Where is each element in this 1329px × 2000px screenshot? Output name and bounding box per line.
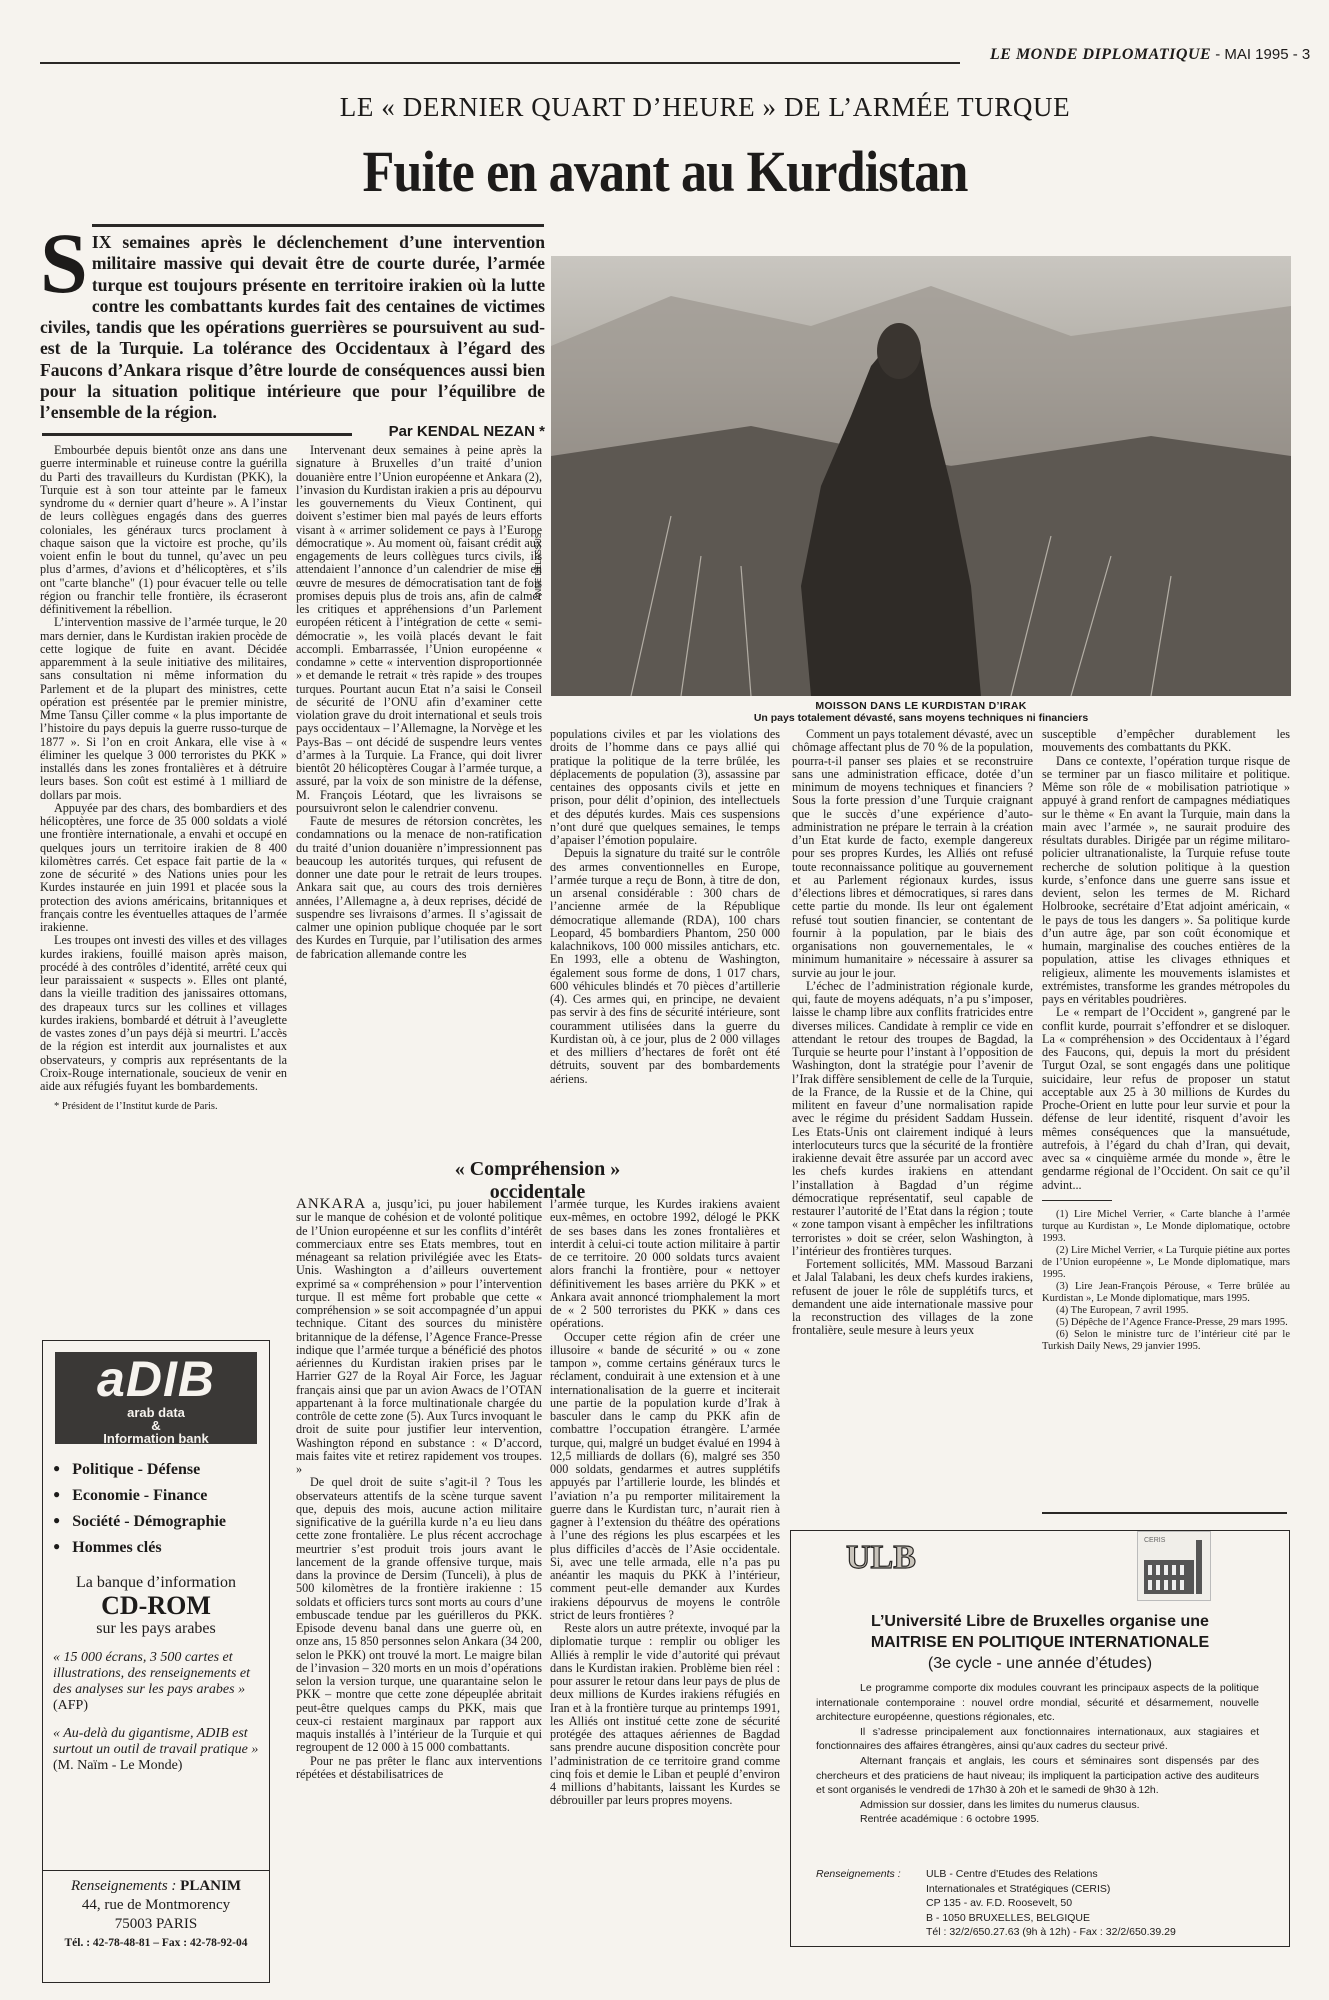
adib-topics [53, 1456, 269, 1560]
ceris-logo-text: CERIS [1144, 1537, 1166, 1544]
quote-text: « 15 000 écrans, 3 500 cartes et illustrations, des renseignements et des analyses sur les pays arabes » [53, 1650, 251, 1697]
paragraph: L’échec de l’administration régionale kurde, qui, faute de moyens adéquats, n’a pu s’imposer, laisse le champ libre aux conflits fratricides entre diverses milices. Candidate à remplir ce vide en attendant le retour des troupes de Bagdad, la Turquie se heurte pour l’instant à l’opposition de Washington, dont la stratégie pour l’avenir de l’Irak diffère sensiblement de celle de la Turquie, de la France, de la Russie et de la Chine, qui militent en faveur d’une normalisation rapide avec le régime du président Saddam Hussein. Les Etats-Unis ont clairement indiqué à leurs interlocuteurs turcs que la sécurité de la frontière irakienne devait être assurée par un accord avec les chefs kurdes irakiens en attendant l’installation à Bagdad d’un régime démocratique représentatif, seul capable de restaurer l’autorité de l’Etat dans la région ; toute « zone tampon visant à empêcher les infiltrations terroristes » doit se créer, selon Washington, à l’intérieur des frontières turques. [792, 978, 1033, 1258]
paragraph: Dans ce contexte, l’opération turque risque de se terminer par un fiasco militaire et politique. Même son rôle de « mobilisation patriotique » appuyé à grand renfort de campagnes médiatiques sur le thème « En avant la Turquie, main dans la main avec l’armée », ne saurait produire des résultats durables. Dirigée par un régime militaro-policier ultranationaliste, la Turquie refuse toute recherche de solution politique à la question kurde, s’enfonce dans une guerre sans issue et devient, selon les termes de M. Richard Holbrooke, secrétaire d’Etat adjoint américain, « le pays de tous les dangers ». Sa politique kurde d’un autre âge, par son coût économique et humain, marginalise des couches entières de la population, attise les clivages ethniques et religieux, alimente les mouvements islamistes et extrémistes, transforme les grandes métropoles du pays en véritables poudrières. [1042, 753, 1290, 1006]
quote-text: « Au-delà du gigantisme, ADIB est surtout un outil de travail pratique » [53, 1726, 259, 1757]
paragraph: Depuis la signature du traité sur le contrôle des armes conventionnelles en Europe, l’armée turque a reçu de Bonn, à titre de don, un arsenal considérable : 300 chars de l’ancienne armée de la République démocratique allemande (RDA), 100 chars Leopard, 45 bombardiers Phantom, 250 000 kalachnikovs, 100 000 missiles antichars, etc. En 1993, elle a obtenu de Washington, également sous forme de dons, 1 017 chars, 600 véhicules blindés et 70 pièces d’artillerie (4). Ces armes qui, en principe, ne devaient pas servir à des fins de sécurité intérieure, sont couramment utilisées dans la guerre du Kurdistan où, à ce jour, plus de 2 000 villages et des milliers d’hectares de forêt ont été détruits, souvent par des bombardements aériens. [550, 846, 780, 1086]
contact-line: ULB - Centre d’Etudes des Relations [926, 1868, 1098, 1880]
topic: ● Politique - Défense [53, 1456, 269, 1482]
paragraph: l’armée turque, les Kurdes irakiens avaient eux-mêmes, en octobre 1992, délogé le PKK de ses bases dans les zones frontalières et interdit à celui-ci toute action militaire à partir de ce territoire. 20 000 soldats turcs avaient alors franchi la frontière, pour « nettoyer définitivement les bases arrière du PKK » et Ankara avait annoncé triomphalement la mort de « 2 500 terroristes du PKK » dans ces opérations. [550, 1197, 780, 1331]
paragraph: Il s’adresse principalement aux fonctionnaires internationaux, aux stagiaires et fonctionnaires des affaires étrangères, ainsi qu’aux cadres du secteur privé. [816, 1725, 1259, 1753]
adib-logo [55, 1352, 257, 1444]
intro-chapo [40, 215, 545, 424]
paragraph: Rentrée académique : 6 octobre 1995. [860, 1813, 1040, 1826]
note: (5) Dépêche de l’Agence France-Presse, 29 mars 1995. [1056, 1316, 1288, 1328]
caption-title: MOISSON DANS LE KURDISTAN D’IRAK [815, 700, 1027, 712]
paragraph: Le « rempart de l’Occident », gangrené par le conflit kurde, pourrait s’effondrer et se disloquer. La « compréhension » des Occidentaux à l’égard des Faucons, qui, depuis la mort du président Turgut Ozal, se sont engagés dans une politique suicidaire, leur refus de proposer un statut acceptable aux 25 à 30 millions de Kurdes du Proche-Orient en lutte pour leur survie et pour la défense de leur identité, risquent d’avoir les mêmes conséquences que la mansuétude, autrefois, à l’égard du chah d’Iran, qui devait, avec sa « cinquième armée du monde », être le gendarme régional de l’Occident. On sait ce qu’il advint... [1042, 1005, 1290, 1192]
contact-phone: Tél. : 42-78-48-81 – Fax : 42-78-92-04 [64, 1937, 248, 1949]
adib-quote-2 [53, 1726, 259, 1774]
adib-logo-text: aDIB [97, 1351, 215, 1407]
paragraph: Le programme comporte dix modules couvrant les principaux aspects de la politique internationale contemporaine : nouvel ordre mondial, sécurité et désarmement, nouvelle architecture européenne, questions régionales, etc. [816, 1682, 1259, 1724]
paragraph: Faute de mesures de rétorsion concrètes, les condamnations ou la menace de non-ratification du traité d’union douanière n’impressionnent pas beaucoup les autorités turques, qui refusent de donner une date pour le retrait de leurs troupes. Ankara sait que, au cours des trois dernières années, l’Allemagne a, à deux reprises, décidé de suspendre ses livraisons d’armes. Il s’agissait de calmer une opinion publique choquée par le sort des Kurdes en Turquie, par l’utilisation des armes de fabrication allemande contre les [296, 814, 542, 961]
notes [1042, 1209, 1290, 1353]
column-3-bottom [550, 1198, 780, 1808]
note: (4) The European, 7 avril 1995. [1056, 1304, 1189, 1316]
contact-city: 75003 PARIS [114, 1916, 198, 1932]
paragraph [296, 1198, 542, 1476]
adib-cdrom: CD-ROM [101, 1591, 211, 1620]
ulb-title-line1: L’Université Libre de Bruxelles organise une [871, 1613, 1209, 1630]
adib-sub1: arab data [127, 1405, 185, 1420]
paragraph: susceptible d’empêcher durablement les mouvements des combattants du PKK. [1042, 727, 1290, 755]
ulb-title [791, 1611, 1289, 1674]
contact-name: PLANIM [180, 1878, 241, 1894]
byline: Par KENDAL NEZAN * [388, 423, 545, 440]
ad-adib[interactable] [42, 1340, 270, 1983]
paragraph: Embourbée depuis bientôt onze ans dans une guerre interminable et ruineuse contre la guérilla du Parti des travailleurs du Kurdistan (PKK), la Turquie est à son tour atteinte par le fameux syndrome du « dernier quart d’heure ». A l’instar de leurs collègues engagés dans des guerres coloniales, les généraux turcs proclament à chaque saison que la victoire est proche, qu’ils voient enfin le bout du tunnel, qu’avec un peu plus d’armes, d’avions et d’hélicoptères, et s’ils ont "carte blanche" (1) pour évacuer telle ou telle région ou franchir telle frontière, ils écraseront définitivement la rébellion. [40, 443, 287, 616]
intro-top-rule [92, 224, 544, 227]
note: (1) Lire Michel Verrier, « Carte blanche à l’armée turque au Kurdistan », Le Monde diplomatique, octobre 1993. [1042, 1208, 1290, 1244]
publication-name: LE MONDE DIPLOMATIQUE [990, 46, 1212, 63]
contact-line: CP 135 - av. F.D. Roosevelt, 50 [926, 1897, 1073, 1910]
headline: Fuite en avant au Kurdistan [362, 139, 968, 204]
column-2-bottom [296, 1198, 542, 1781]
column-2-top [296, 444, 542, 961]
paragraph: L’intervention massive de l’armée turque, le 20 mars dernier, dans le Kurdistan irakien procède de cette logique de fuite en avant. Décidée apparemment à la seule initiative des militaires, sans consultation ni même information du Parlement et de la plupart des ministres, cette opération est présentée par le premier ministre, Mme Tansu Çiller comme « la plus importante de l’histoire du pays depuis la guerre russo-turque de 1877 ». Si l’on en croit Ankara, elle vise à « éliminer les quelque 3 000 terroristes du PKK » installés dans les zones frontalières et à détruire leurs bases. Son coût est estimé à 1 milliard de dollars par mois. [40, 615, 287, 802]
column-1 [40, 444, 287, 1113]
byline-rule [42, 433, 352, 436]
contact-address: 44, rue de Montmorency [81, 1897, 231, 1913]
intro-text: IX semaines après le déclenchement d’une intervention militaire massive qui devait être de courte durée, l’armée turque est toujours présente en territoire irakien où la lutte contre les combattants kurdes fait des centaines de victimes civiles, tandis que les opérations guerrières se poursuivent au sud-est de la Turquie. La tolérance des Occidentaux à l’égard des Faucons d’Ankara risque d’être lourde de conséquences aussi bien pour la situation politique intérieure que pour l’équilibre de l’ensemble de la région. [40, 232, 545, 423]
note: (2) Lire Michel Verrier, « La Turquie piétine aux portes de l’Union européenne », Le Monde diplomatique, mars 1995. [1042, 1244, 1290, 1280]
adib-sub2: & [151, 1418, 161, 1433]
adib-pays: sur les pays arabes [96, 1620, 216, 1637]
caption-text: Un pays totalement dévasté, sans moyens techniques ni financiers [753, 712, 1089, 724]
adib-sub3: Information bank [103, 1431, 209, 1446]
notes-rule [1042, 1200, 1112, 1201]
note: (3) Lire Jean-François Pérouse, « Terre brûlée au Kurdistan », Le Monde diplomatique, mars 1995. [1042, 1280, 1290, 1304]
paragraph: Les troupes ont investi des villes et des villages kurdes irakiens, fouillé maison après maison, procédé à des contrôles d’identité, arrêté ceux qui leur paraissaient « suspects ». Elles ont planté, dans la vieille tradition des janissaires ottomans, des drapeaux turcs sur les collines et villages kurdes irakiens, bombardé et détruit à l’aveuglette de vastes zones d’un pays déjà si meurtri. L’accès de la région est interdit aux journalistes et aux observateurs, y compris aux représentants de la Croix-Rouge internationale, soucieux de venir en aide aux réfugiés fuyant les bombardements. [40, 933, 287, 1093]
ulb-title-line2: MAITRISE EN POLITIQUE INTERNATIONALE [870, 1634, 1210, 1651]
paragraph: De quel droit de suite s’agit-il ? Tous les observateurs attentifs de la scène turque savent que, depuis des mois, aucune action militaire significative de la guérilla kurde n’a eu lieu dans cette zone frontalière. Le plus récent accrochage meurtrier s’est produit trois jours avant le lancement de la grande offensive turque, mais dans la province de Dersim (Tunceli), à plus de 500 kilomètres de la frontière irakienne : 15 soldats et officiers turcs sont morts au cours d’une embuscade tendue par les guérilleros du PKK. Episode devenu banal dans une guerre où, en onze ans, 15 850 personnes selon Ankara (34 200, selon le PKK) ont trouvé la mort. Le maigre bilan de l’invasion – 320 morts en un mois d’opérations selon la version turque, une quarantaine selon le PKK – montre que cette zone dépeuplée abritait peut-être quelques camps du PKK, mais que ceux-ci restaient marginaux par rapport aux maquis installés à l’intérieur de la Turquie et qui regroupent de 12 000 à 15 000 combattants. [296, 1475, 542, 1755]
quote-source: (M. Naïm - Le Monde) [53, 1758, 183, 1773]
note: (6) Selon le ministre turc de l’intérieur cité par le Turkish Daily News, 29 janvier 1995. [1042, 1328, 1290, 1352]
ceris-building-logo [1137, 1531, 1211, 1601]
ulb-title-line3: (3e cycle - une année d’études) [927, 1655, 1153, 1672]
paragraph: Fortement sollicités, MM. Massoud Barzani et Jalal Talabani, les deux chefs kurdes irakiens, refusent de jouer le rôle de supplétifs turcs, et demandent une aide internationale massive pour la reconstruction des villages de la zone frontalière, seule mesure à leurs yeux [792, 1257, 1033, 1338]
section-heading: « Compréhension » occidentale [454, 1158, 621, 1203]
contact-label: Renseignements : [71, 1878, 177, 1894]
kicker: LE « DERNIER QUART D’HEURE » DE L’ARMÉE TURQUE [339, 92, 1071, 122]
photo-credit: ANNE DELASSUS [534, 532, 543, 600]
masthead [990, 46, 1310, 64]
paragraph: Appuyée par des chars, des bombardiers et des hélicoptères, une force de 35 000 soldats a violé une frontière internationale, a envahi et occupé en quelques jours un territoire irakien de 8 400 kilomètres carrés. Cet espace fait partie de la « zone de sécurité » des Nations unies pour les Kurdes instaurée en juin 1991 et placée sous la protection des avions américains, britanniques et français contre les éventuelles attaques de l’armée irakienne. [40, 800, 287, 934]
ulb-logo: ULB [846, 1539, 916, 1576]
topic: ● Société - Démographie [53, 1508, 269, 1534]
lettrine: ANKARA [296, 1196, 367, 1212]
paragraph: Pour ne pas prêter le flanc aux interventions répétées et déstabilisatrices de [296, 1753, 542, 1781]
notes-bottom-rule [1042, 1512, 1287, 1514]
building-icon [1138, 1532, 1210, 1600]
author-footnote: * Président de l’Institut kurde de Paris. [54, 1101, 218, 1113]
paragraph: Comment un pays totalement dévasté, avec un chômage affectant plus de 70 % de la population, pourra-t-il panser ses plaies et se reconstruire sans une administration efficace, dotée d’un minimum de moyens techniques et financiers ? Sous la forte pression d’une Turquie craignant que le succès d’une expérience d’auto-administration ne prépare le terrain à la création d’un Etat kurde de facto, exemple dangereux pour ses propres Kurdes, les Alliés ont refusé toute reconnaissance politique au gouvernement et au Parlement régionaux kurdes, issus d’élections libres et démocratiques, si rares dans cette partie du monde. Ils leur ont également refusé tout soutien financier, se contentant de fournir à la population, par le biais des organisations non gouvernementales, le « minimum humanitaire » nécessaire à assurer sa survie au jour le jour. [792, 727, 1033, 980]
column-4 [792, 728, 1033, 1338]
ulb-body [816, 1681, 1259, 1827]
contact-phone: Tél : 32/2/650.27.63 (9h à 12h) - Fax : 32/2/650.39.29 [926, 1926, 1176, 1939]
contact-line: Internationales et Stratégiques (CERIS) [926, 1882, 1111, 1895]
paragraph: Occuper cette région afin de créer une illusoire « bande de sécurité » ou « zone tampon », comme certains généraux turcs le réclament, conduirait à une extension et à une internationalisation de la guerre et inciterait une partie de la population kurde d’Irak à basculer dans le camp du PKK afin de combattre l’occupation étrangère. L’armée turque, qui, malgré un budget évalué en 1994 à 12,5 milliards de dollars (6), malgré ses 350 000 soldats, gendarmes et autres supplétifs appuyés par l’artillerie lourde, les blindés et l’aviation n’a pu remporter militairement la guerre dans le Kurdistan turc, n’aurait rien à gagner à l’extension du théâtre des opérations à l’une des régions les plus escarpées et les plus difficiles d’accès de l’Asie occidentale. Si, avec une telle armada, elle n’a pas pu anéantir les maquis du PKK à l’intérieur, comment peut-elle demander aux Kurdes irakiens dépourvus de moyens le contrôle strict de leurs frontières ? [550, 1329, 780, 1622]
topic: ● Economie - Finance [53, 1482, 269, 1508]
ulb-contact [816, 1867, 1176, 1940]
paragraph: Admission sur dossier, dans les limites du numerus clausus. [860, 1798, 1140, 1811]
photo-caption [551, 700, 1291, 724]
ad-ulb[interactable] [790, 1530, 1290, 1947]
adib-banque: La banque d’information [76, 1574, 236, 1591]
column-5 [1042, 728, 1290, 1353]
column-3-top [550, 728, 780, 1086]
paragraph: Intervenant deux semaines à peine après la signature à Bruxelles d’un traité d’union douanière entre l’Union européenne et Ankara (2), l’invasion du Kurdistan irakien a pris au dépourvu les gouvernements du Vieux Continent, qui doivent s’estimer bien mal payés de leurs efforts visant à « arrimer solidement ce pays à l’Europe démocratique ». Au moment où, faisant crédit aux engagements de leurs collègues turcs civils, ils attendaient l’annonce d’un calendrier de mise en œuvre de mesures de démocratisation tant de fois promises depuis plus de trois ans, afin de calmer les critiques et appréhensions d’un Parlement européen réticent à l’intégration de cette « semi-démocratie », les voilà placés devant le fait accompli. Embarrassée, l’Union européenne « condamne » cette « intervention disproportionnée » et demande le retrait « très rapide » des troupes turques. Pourtant aucun Etat n’a saisi le Conseil de sécurité de l’ONU afin d’examiner cette violation grave du droit international et seuls trois pays occidentaux – l’Allemagne, la Norvège et les Pays-Bas – ont décidé de suspendre leurs ventes d’armes à la Turquie. La France, qui doit livrer bientôt 20 hélicoptères Cougar à l’armée turque, a assuré, par la voix de son ministre de la défense, M. François Léotard, que les livraisons se poursuivront selon le calendrier convenu. [296, 443, 543, 815]
paragraph-text: a, jusqu’ici, pu jouer habilement sur le manque de cohésion et de volonté politique de l’Union européenne et sur les conflits d’intérêt commerciaux entre ses Etats membres, tout en ménageant sa relation privilégiée avec les Etats-Unis. Washington a d’ailleurs ouvertement exprimé sa « compréhension » pour l’intervention turque. Il est même fort probable que cette « compréhension » se soit accompagnée d’un appui technique. Citant des sources du ministère britannique de la défense, l’Agence France-Presse indique que l’armée turque a bénéficié des photos aériennes du Kurdistan irakien prises par le Harrier G27 de la Royal Air Force, les Jaguar français ainsi que par un avion Awacs de l’OTAN appartenant à la force multinationale chargée du contrôle de cette zone (5). Aux Turcs invoquant le droit de suite pour justifier leur intervention, Washington répond en substance : « D’accord, mais faites vite et retirez rapidement vos troupes. » [296, 1197, 542, 1476]
adib-quote-1 [53, 1650, 259, 1714]
photo-harvest-kurdistan [551, 256, 1291, 696]
topic: ● Hommes clés [53, 1534, 269, 1560]
drop-cap: S [40, 215, 88, 311]
paragraph: Reste alors un autre prétexte, invoqué par la diplomatie turque : remplir ou obliger les Alliés à remplir le vide d’autorité qui prévaut dans le Kurdistan irakien. Problème bien réel : pour assurer le retour dans leur pays de plus de deux millions de Kurdes irakiens réfugiés en Iran et à la frontière turque au printemps 1991, les Alliés ont institué cette zone de sécurité protégée des attaques aériennes de Bagdad sans prendre aucune disposition concrète pour l’administration de ce territoire grand comme cinq fois et demie le Liban et peuplé d’environ 4 millions d’habitants, laissant les Kurdes se débrouiller par leurs propres moyens. [550, 1621, 780, 1808]
adib-contact [43, 1870, 269, 1982]
issue-info: - MAI 1995 - 3 [1215, 46, 1311, 63]
photo-illustration [551, 256, 1291, 696]
quote-source: (AFP) [53, 1698, 89, 1713]
paragraph: populations civiles et par les violations des droits de l’homme dans ce pays allié qui pratique la politique de la terre brûlée, les déplacements de population (3), assassine par centaines des opposants civils et jette en prison, pour délit d’opinion, des intellectuels et des députés kurdes. Mais ces suspensions n’ont duré que quelques semaines, le temps d’apaiser l’émotion populaire. [550, 727, 780, 847]
contact-line: B - 1050 BRUXELLES, BELGIQUE [926, 1911, 1090, 1924]
contact-label: Renseignements : [816, 1868, 901, 1880]
header-rule [40, 62, 960, 64]
paragraph: Alternant français et anglais, les cours et séminaires sont dispensés par des chercheurs et des praticiens de haut niveau; ils impliquent la participation active des auditeurs et sont organisés le vendredi de 17h30 à 20h et le samedi de 9h30 à 12h. [816, 1754, 1259, 1797]
